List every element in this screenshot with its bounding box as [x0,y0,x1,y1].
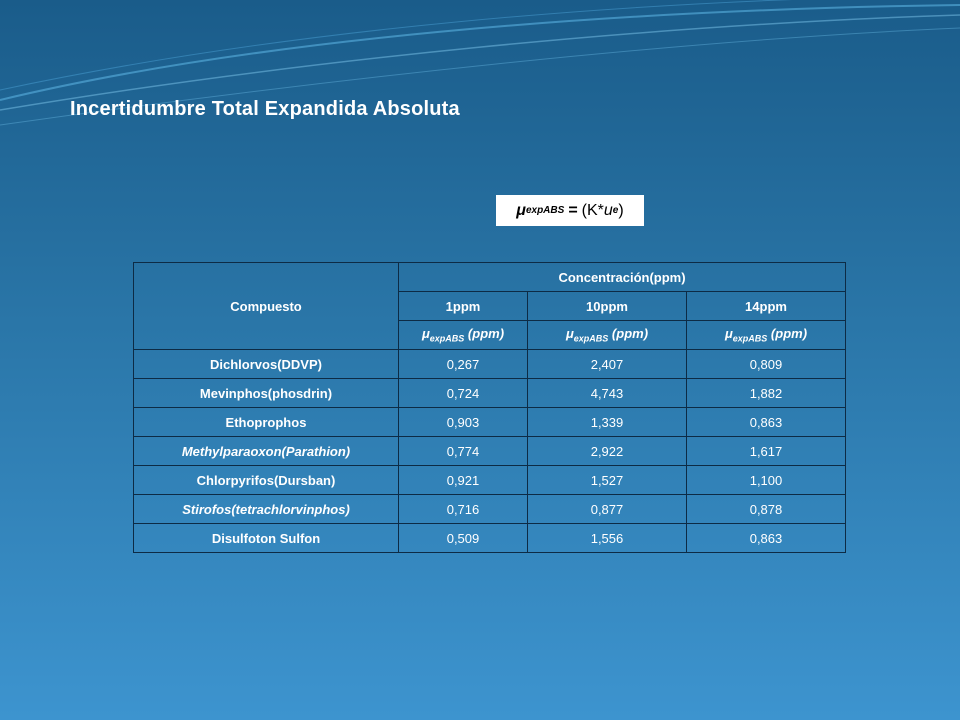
formula-subscript: expABS [525,205,565,216]
compound-name: Disulfoton Sulfon [134,524,399,553]
header-1ppm: 1ppm [399,292,528,321]
table-row [134,495,846,524]
compound-name: Methylparaoxon(Parathion) [134,437,399,466]
unit-suffix: (ppm) [608,326,649,342]
table-row [134,466,846,495]
value-10ppm: 1,339 [528,408,687,437]
unit-symbol: μ [724,326,733,342]
value-10ppm: 2,922 [528,437,687,466]
compound-name: Ethoprophos [134,408,399,437]
unit-symbol: μ [421,326,430,342]
unit-suffix: (ppm) [767,326,808,342]
table-row [134,379,846,408]
value-10ppm: 1,527 [528,466,687,495]
table-row [134,524,846,553]
table-row [134,350,846,379]
header-compound: Compuesto [134,263,399,350]
value-1ppm: 0,921 [399,466,528,495]
formula-close: ) [618,201,624,219]
value-14ppm: 0,809 [687,350,846,379]
formula-open: (K* [581,201,604,219]
compound-name: Mevinphos(phosdrin) [134,379,399,408]
formula-equals: = [568,201,578,219]
header-14ppm: 14ppm [687,292,846,321]
value-14ppm: 0,878 [687,495,846,524]
value-1ppm: 0,774 [399,437,528,466]
table-header-row-1 [134,263,846,292]
value-14ppm: 1,617 [687,437,846,466]
uncertainty-table [133,262,846,553]
formula-box [496,195,644,226]
unit-header-3 [687,321,846,350]
table-row [134,437,846,466]
value-14ppm: 1,882 [687,379,846,408]
value-1ppm: 0,724 [399,379,528,408]
unit-subscript: expABS [573,333,609,344]
value-10ppm: 0,877 [528,495,687,524]
formula-u-subscript: e [612,205,619,216]
unit-subscript: expABS [429,333,465,344]
formula-u: u [603,201,613,219]
value-14ppm: 0,863 [687,408,846,437]
compound-name: Stirofos(tetrachlorvinphos) [134,495,399,524]
header-10ppm: 10ppm [528,292,687,321]
value-1ppm: 0,267 [399,350,528,379]
unit-symbol: μ [565,326,574,342]
table-row [134,408,846,437]
value-10ppm: 1,556 [528,524,687,553]
unit-suffix: (ppm) [464,326,505,342]
header-concentration: Concentración(ppm) [399,263,846,292]
unit-header-1 [399,321,528,350]
value-14ppm: 1,100 [687,466,846,495]
formula-mu: μ [516,201,526,219]
value-1ppm: 0,509 [399,524,528,553]
value-10ppm: 4,743 [528,379,687,408]
unit-subscript: expABS [732,333,768,344]
slide-title: Incertidumbre Total Expandida Absoluta [70,98,460,120]
unit-header-2 [528,321,687,350]
value-14ppm: 0,863 [687,524,846,553]
compound-name: Chlorpyrifos(Dursban) [134,466,399,495]
compound-name: Dichlorvos(DDVP) [134,350,399,379]
value-10ppm: 2,407 [528,350,687,379]
value-1ppm: 0,903 [399,408,528,437]
value-1ppm: 0,716 [399,495,528,524]
